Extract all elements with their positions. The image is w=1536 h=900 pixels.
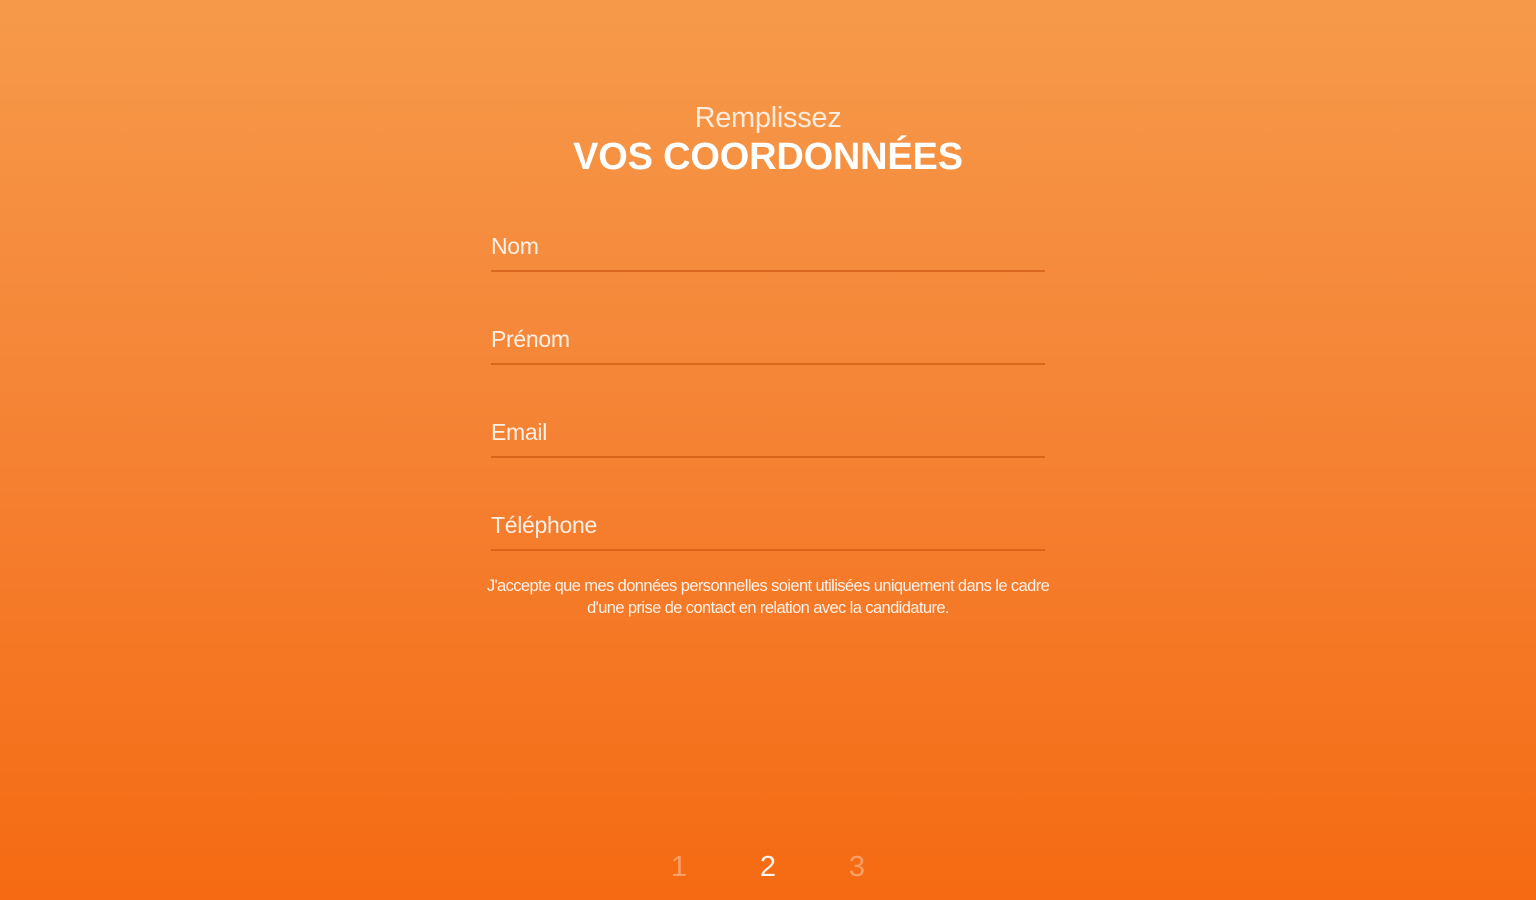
prenom-input[interactable] <box>491 315 1045 365</box>
step-1[interactable]: 1 <box>670 851 688 883</box>
page-subtitle: Remplissez <box>694 102 842 134</box>
form-heading <box>0 100 1536 178</box>
page-title: VOS COORDONNÉES <box>573 136 963 178</box>
step-indicator <box>0 848 1536 886</box>
prenom-field-wrapper <box>491 315 1045 408</box>
consent-text: J'accepte que mes données personnelles soient utilisées uniquement dans le cadre d'une prise de contact en relation avec la candidature. <box>486 577 1050 617</box>
nom-input[interactable] <box>491 222 1045 272</box>
email-field-wrapper <box>491 408 1045 501</box>
telephone-input[interactable] <box>491 501 1045 551</box>
nom-field-wrapper <box>491 222 1045 315</box>
contact-form <box>491 222 1045 594</box>
step-2[interactable]: 2 <box>759 851 777 883</box>
email-input[interactable] <box>491 408 1045 458</box>
step-3[interactable]: 3 <box>848 851 866 883</box>
